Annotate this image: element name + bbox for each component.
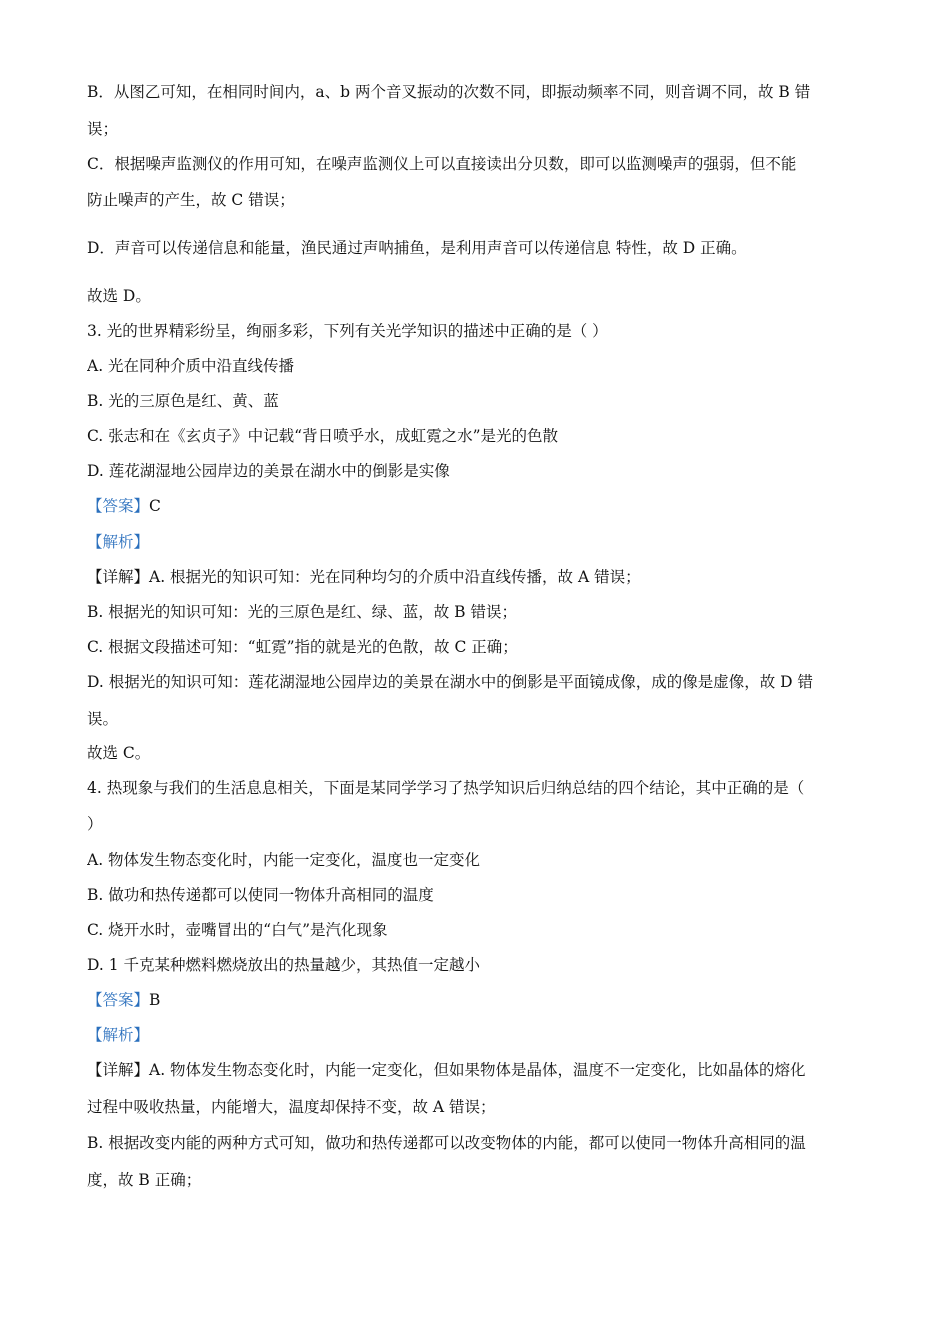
option-d: D. 1 千克某种燃料燃烧放出的热量越少，其热值一定越小 [87,956,481,974]
text-line: B. 根据光的知识可知：光的三原色是红、绿、蓝，故 B 错误； [87,603,517,621]
text-line: 【详解】A. 物体发生物态变化时，内能一定变化，但如果物体是晶体，温度不一定变化，比如晶体的熔化 [87,1061,806,1079]
text-line: ） [87,815,103,833]
analysis-tag: 【解析】 [87,533,150,551]
text-line: 度，故 B 正确； [87,1171,202,1189]
option-d: D. 莲花湖湿地公园岸边的美景在湖水中的倒影是实像 [87,462,450,480]
answer-tag: 【答案】 [87,991,150,1009]
answer-line: 【答案】B [87,991,161,1009]
text-line: C. 根据文段描述可知：“虹霓”指的就是光的色散，故 C 正确； [87,638,518,656]
analysis-tag: 【解析】 [87,1026,150,1044]
text-line: C．根据噪声监测仪的作用可知，在噪声监测仪上可以直接读出分贝数，即可以监测噪声的强弱，但不能 [87,155,797,173]
option-c: C. 张志和在《玄贞子》中记载“背日喷乎水，成虹霓之水”是光的色散 [87,427,559,445]
text-line: 误。 [87,710,119,728]
text-line: 【详解】A. 根据光的知识可知：光在同种均匀的介质中沿直线传播，故 A 错误； [87,568,641,586]
option-b: B. 做功和热传递都可以使同一物体升高相同的温度 [87,886,434,904]
answer-line: 【答案】C [87,497,161,515]
text-line: D. 根据光的知识可知：莲花湖湿地公园岸边的美景在湖水中的倒影是平面镜成像，成的像是虚像，故 D 错 [87,673,814,691]
question-stem: 4. 热现象与我们的生活息息相关，下面是某同学学习了热学知识后归纳总结的四个结论，其中正确的是（ [87,779,805,797]
analysis-line [87,1025,867,1045]
option-c: C. 烧开水时，壶嘴冒出的“白气”是汽化现象 [87,921,388,939]
question-stem: 3. 光的世界精彩纷呈，绚丽多彩，下列有关光学知识的描述中正确的是（ ） [87,322,608,340]
option-b: B. 光的三原色是红、黄、蓝 [87,392,279,410]
text-line: 防止噪声的产生，故 C 错误； [87,191,295,209]
text-line: 故选 C。 [87,744,151,762]
text-line: D．声音可以传递信息和能量，渔民通过声呐捕鱼，是利用声音可以传递信息 特性，故 D 正确。 [87,239,747,257]
text-line: B. 根据改变内能的两种方式可知，做功和热传递都可以改变物体的内能，都可以使同一物体升高相同的温 [87,1134,806,1152]
text-line: 故选 D。 [87,287,151,305]
option-a: A. 物体发生物态变化时，内能一定变化，温度也一定变化 [87,851,481,869]
answer-tag: 【答案】 [87,497,150,515]
analysis-line [87,532,867,552]
text-line: 过程中吸收热量，内能增大，温度却保持不变，故 A 错误； [87,1098,496,1116]
text-line: B．从图乙可知，在相同时间内，a、b 两个音叉振动的次数不同，即振动频率不同，则音调不同，故 B 错 [87,83,811,101]
text-line: 误； [87,120,119,138]
option-a: A. 光在同种介质中沿直线传播 [87,357,295,375]
